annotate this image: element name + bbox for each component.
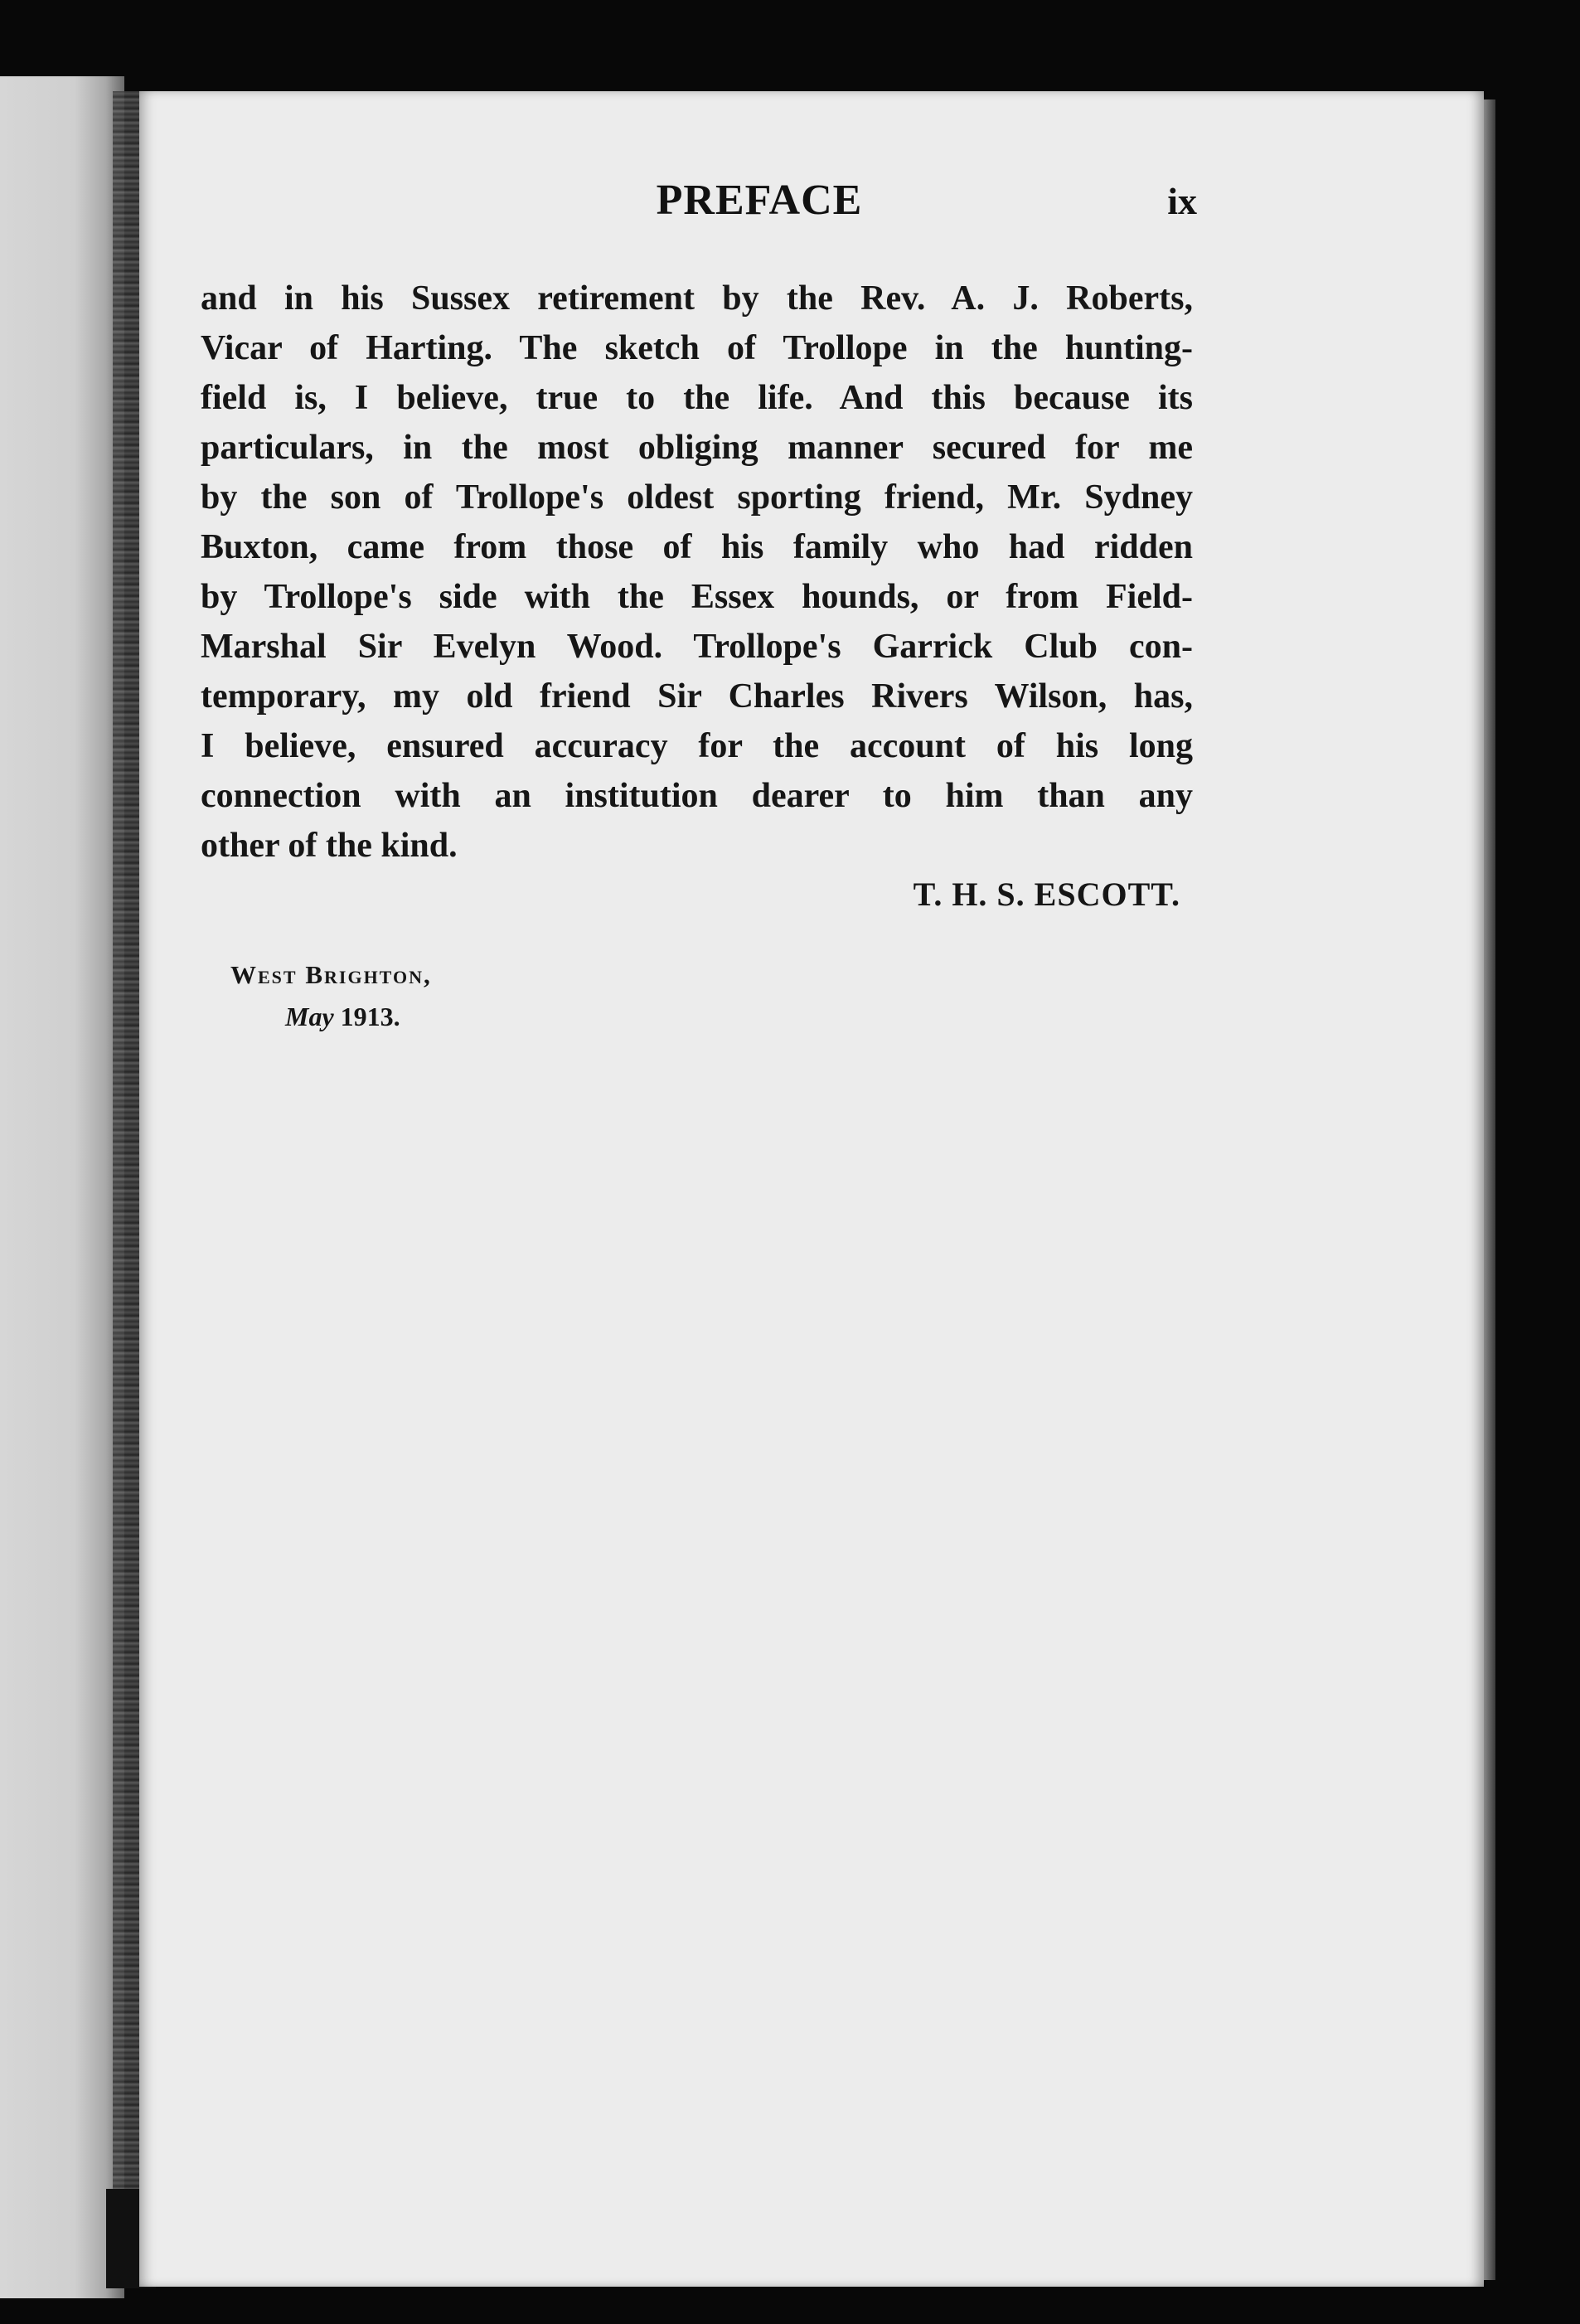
text-line: field is, I believe, true to the life. And this because its (201, 379, 1193, 417)
text-line: connection with an institution dearer to him than any (201, 777, 1193, 815)
text-line: other of the kind. (201, 827, 458, 865)
preface-text (201, 274, 1193, 871)
date-year: 1913. (340, 1002, 400, 1031)
text-line: by the son of Trollope's oldest sporting friend, Mr. Sydney (201, 478, 1193, 517)
text-line: Buxton, came from those of his family who had ridden (201, 528, 1193, 566)
facing-page-edge (0, 76, 124, 2298)
text-line: Marshal Sir Evelyn Wood. Trollope's Garrick Club con- (201, 628, 1193, 666)
date-month: May (285, 1002, 334, 1031)
text-line: temporary, my old friend Sir Charles Rivers Wilson, has, (201, 677, 1193, 716)
text-line: by Trollope's side with the Essex hounds, or from Field- (201, 578, 1193, 616)
place-line: West Brighton, (230, 960, 432, 989)
date-line (285, 1002, 400, 1032)
author-signature: T. H. S. ESCOTT. (913, 876, 1180, 913)
page-number: ix (1167, 180, 1197, 222)
text-line: and in his Sussex retirement by the Rev. A. J. Roberts, (201, 279, 1193, 318)
text-line: particulars, in the most obliging manner secured for me (201, 429, 1193, 467)
page-right-edge (1484, 99, 1495, 2280)
running-title: PREFACE (656, 177, 863, 224)
text-line: Vicar of Harting. The sketch of Trollope in the hunting- (201, 329, 1193, 367)
book-page (139, 91, 1484, 2287)
text-line: I believe, ensured accuracy for the account of his long (201, 727, 1193, 765)
